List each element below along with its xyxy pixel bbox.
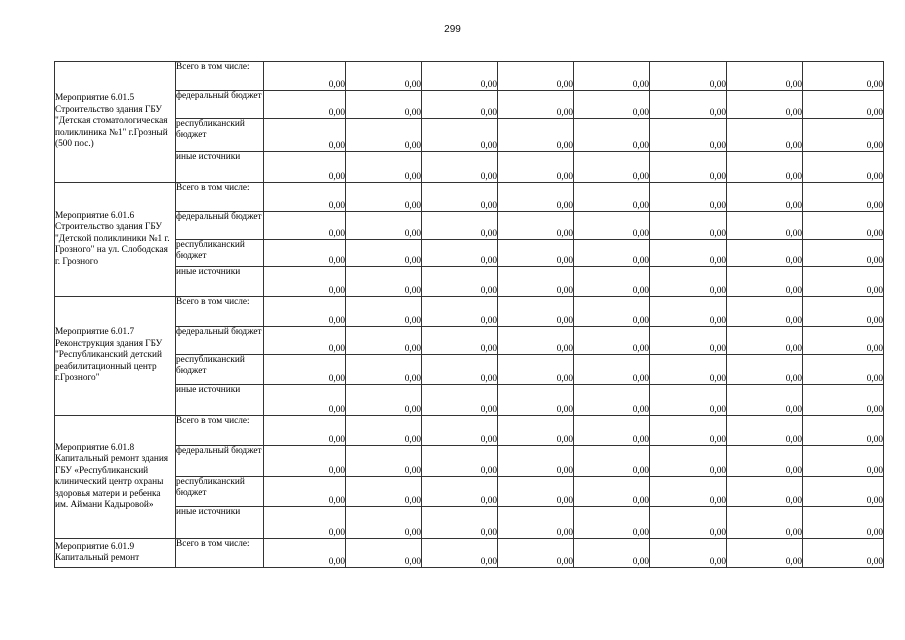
value-cell: 0,00 — [803, 152, 884, 183]
table-row — [55, 119, 884, 152]
value-cell: 0,00 — [264, 62, 346, 91]
table-row — [55, 446, 884, 477]
value-cell: 0,00 — [346, 183, 422, 212]
value-cell: 0,00 — [498, 62, 574, 91]
value-cell: 0,00 — [650, 212, 727, 240]
value-cell: 0,00 — [574, 152, 650, 183]
value-cell: 0,00 — [264, 119, 346, 152]
funding-source-cell: республиканский бюджет — [176, 355, 264, 385]
value-cell: 0,00 — [498, 212, 574, 240]
value-cell: 0,00 — [498, 416, 574, 446]
value-cell: 0,00 — [803, 385, 884, 416]
funding-source-cell: Всего в том числе: — [176, 183, 264, 212]
value-cell: 0,00 — [727, 355, 803, 385]
value-cell: 0,00 — [650, 119, 727, 152]
table-row — [55, 507, 884, 539]
value-cell: 0,00 — [727, 91, 803, 119]
budget-table — [54, 61, 884, 568]
value-cell: 0,00 — [346, 539, 422, 568]
value-cell: 0,00 — [803, 355, 884, 385]
value-cell: 0,00 — [498, 267, 574, 297]
value-cell: 0,00 — [422, 119, 498, 152]
value-cell: 0,00 — [574, 240, 650, 267]
funding-source-cell: республиканский бюджет — [176, 240, 264, 267]
value-cell: 0,00 — [498, 152, 574, 183]
value-cell: 0,00 — [422, 416, 498, 446]
table-row — [55, 416, 884, 446]
value-cell: 0,00 — [346, 240, 422, 267]
value-cell: 0,00 — [422, 446, 498, 477]
funding-source-cell: Всего в том числе: — [176, 539, 264, 568]
funding-source-cell: республиканский бюджет — [176, 119, 264, 152]
value-cell: 0,00 — [346, 119, 422, 152]
value-cell: 0,00 — [803, 212, 884, 240]
event-name-cell: Мероприятие 6.01.8 Капитальный ремонт здания ГБУ «Республиканский клинический центр охраны здоровья матери и ребенка им. Аймани Кадыровой» — [55, 416, 176, 539]
value-cell: 0,00 — [422, 240, 498, 267]
value-cell: 0,00 — [264, 152, 346, 183]
value-cell: 0,00 — [422, 385, 498, 416]
value-cell: 0,00 — [346, 507, 422, 539]
value-cell: 0,00 — [346, 355, 422, 385]
value-cell: 0,00 — [803, 507, 884, 539]
value-cell: 0,00 — [727, 267, 803, 297]
value-cell: 0,00 — [574, 62, 650, 91]
value-cell: 0,00 — [422, 539, 498, 568]
value-cell: 0,00 — [498, 385, 574, 416]
value-cell: 0,00 — [803, 539, 884, 568]
value-cell: 0,00 — [803, 91, 884, 119]
value-cell: 0,00 — [422, 267, 498, 297]
table-row — [55, 152, 884, 183]
value-cell: 0,00 — [650, 507, 727, 539]
value-cell: 0,00 — [803, 267, 884, 297]
value-cell: 0,00 — [803, 327, 884, 355]
table-row — [55, 385, 884, 416]
value-cell: 0,00 — [498, 240, 574, 267]
funding-source-cell: иные источники — [176, 152, 264, 183]
value-cell: 0,00 — [346, 62, 422, 91]
value-cell: 0,00 — [346, 385, 422, 416]
funding-source-cell: федеральный бюджет — [176, 327, 264, 355]
value-cell: 0,00 — [803, 183, 884, 212]
value-cell: 0,00 — [422, 152, 498, 183]
value-cell: 0,00 — [650, 385, 727, 416]
value-cell: 0,00 — [264, 477, 346, 507]
value-cell: 0,00 — [498, 119, 574, 152]
event-name-cell: Мероприятие 6.01.5 Строительство здания ГБУ "Детская стоматологическая поликлиника №1" г.Грозный (500 пос.) — [55, 62, 176, 183]
value-cell: 0,00 — [574, 385, 650, 416]
value-cell: 0,00 — [803, 240, 884, 267]
table-row — [55, 212, 884, 240]
value-cell: 0,00 — [346, 477, 422, 507]
value-cell: 0,00 — [264, 355, 346, 385]
value-cell: 0,00 — [650, 355, 727, 385]
funding-source-cell: Всего в том числе: — [176, 62, 264, 91]
value-cell: 0,00 — [498, 539, 574, 568]
value-cell: 0,00 — [498, 327, 574, 355]
value-cell: 0,00 — [422, 327, 498, 355]
value-cell: 0,00 — [422, 355, 498, 385]
value-cell: 0,00 — [422, 507, 498, 539]
value-cell: 0,00 — [498, 446, 574, 477]
value-cell: 0,00 — [574, 297, 650, 327]
value-cell: 0,00 — [422, 91, 498, 119]
value-cell: 0,00 — [650, 297, 727, 327]
value-cell: 0,00 — [803, 62, 884, 91]
funding-source-cell: Всего в том числе: — [176, 297, 264, 327]
funding-source-cell: федеральный бюджет — [176, 91, 264, 119]
value-cell: 0,00 — [803, 446, 884, 477]
value-cell: 0,00 — [422, 477, 498, 507]
value-cell: 0,00 — [264, 183, 346, 212]
funding-source-cell: иные источники — [176, 507, 264, 539]
value-cell: 0,00 — [650, 267, 727, 297]
value-cell: 0,00 — [264, 267, 346, 297]
table-row — [55, 477, 884, 507]
value-cell: 0,00 — [498, 477, 574, 507]
funding-source-cell: федеральный бюджет — [176, 446, 264, 477]
value-cell: 0,00 — [574, 212, 650, 240]
value-cell: 0,00 — [264, 91, 346, 119]
value-cell: 0,00 — [650, 416, 727, 446]
value-cell: 0,00 — [346, 152, 422, 183]
value-cell: 0,00 — [574, 355, 650, 385]
value-cell: 0,00 — [650, 446, 727, 477]
event-name-cell: Мероприятие 6.01.9 Капитальный ремонт — [55, 539, 176, 568]
value-cell: 0,00 — [803, 119, 884, 152]
value-cell: 0,00 — [574, 539, 650, 568]
value-cell: 0,00 — [574, 91, 650, 119]
value-cell: 0,00 — [346, 297, 422, 327]
table-row — [55, 267, 884, 297]
value-cell: 0,00 — [574, 267, 650, 297]
value-cell: 0,00 — [650, 477, 727, 507]
value-cell: 0,00 — [727, 119, 803, 152]
value-cell: 0,00 — [574, 477, 650, 507]
value-cell: 0,00 — [727, 62, 803, 91]
value-cell: 0,00 — [264, 240, 346, 267]
value-cell: 0,00 — [346, 267, 422, 297]
value-cell: 0,00 — [650, 327, 727, 355]
value-cell: 0,00 — [346, 212, 422, 240]
funding-source-cell: иные источники — [176, 267, 264, 297]
event-name-cell: Мероприятие 6.01.7 Реконструкция здания ГБУ "Республиканский детский реабилитационный центр г.Грозного" — [55, 297, 176, 416]
value-cell: 0,00 — [727, 212, 803, 240]
value-cell: 0,00 — [264, 297, 346, 327]
value-cell: 0,00 — [727, 183, 803, 212]
value-cell: 0,00 — [264, 385, 346, 416]
value-cell: 0,00 — [422, 212, 498, 240]
value-cell: 0,00 — [498, 355, 574, 385]
value-cell: 0,00 — [650, 91, 727, 119]
value-cell: 0,00 — [650, 240, 727, 267]
value-cell: 0,00 — [346, 416, 422, 446]
value-cell: 0,00 — [264, 446, 346, 477]
event-name-cell: Мероприятие 6.01.6 Строительство здания ГБУ "Детской поликлиники №1 г. Грозного" на ул. Слободская г. Грозного — [55, 183, 176, 297]
table-row — [55, 62, 884, 91]
value-cell: 0,00 — [346, 91, 422, 119]
funding-source-cell: иные источники — [176, 385, 264, 416]
value-cell: 0,00 — [574, 416, 650, 446]
value-cell: 0,00 — [727, 507, 803, 539]
funding-source-cell: Всего в том числе: — [176, 416, 264, 446]
value-cell: 0,00 — [264, 539, 346, 568]
value-cell: 0,00 — [650, 183, 727, 212]
funding-source-cell: федеральный бюджет — [176, 212, 264, 240]
table-row — [55, 240, 884, 267]
value-cell: 0,00 — [498, 183, 574, 212]
value-cell: 0,00 — [574, 507, 650, 539]
value-cell: 0,00 — [727, 152, 803, 183]
value-cell: 0,00 — [727, 446, 803, 477]
table-row — [55, 327, 884, 355]
table-body — [55, 62, 884, 568]
value-cell: 0,00 — [727, 477, 803, 507]
table-row — [55, 91, 884, 119]
value-cell: 0,00 — [422, 297, 498, 327]
value-cell: 0,00 — [498, 507, 574, 539]
value-cell: 0,00 — [346, 327, 422, 355]
value-cell: 0,00 — [727, 416, 803, 446]
value-cell: 0,00 — [498, 91, 574, 119]
value-cell: 0,00 — [264, 416, 346, 446]
value-cell: 0,00 — [650, 62, 727, 91]
value-cell: 0,00 — [264, 212, 346, 240]
value-cell: 0,00 — [650, 152, 727, 183]
value-cell: 0,00 — [727, 240, 803, 267]
value-cell: 0,00 — [574, 446, 650, 477]
value-cell: 0,00 — [574, 119, 650, 152]
value-cell: 0,00 — [727, 297, 803, 327]
value-cell: 0,00 — [727, 327, 803, 355]
value-cell: 0,00 — [422, 62, 498, 91]
value-cell: 0,00 — [574, 327, 650, 355]
table-row — [55, 183, 884, 212]
value-cell: 0,00 — [574, 183, 650, 212]
value-cell: 0,00 — [727, 385, 803, 416]
funding-source-cell: республиканский бюджет — [176, 477, 264, 507]
table-row — [55, 355, 884, 385]
page-number: 299 — [444, 24, 461, 35]
value-cell: 0,00 — [346, 446, 422, 477]
value-cell: 0,00 — [264, 507, 346, 539]
value-cell: 0,00 — [727, 539, 803, 568]
value-cell: 0,00 — [803, 477, 884, 507]
value-cell: 0,00 — [264, 327, 346, 355]
value-cell: 0,00 — [498, 297, 574, 327]
table-row — [55, 539, 884, 568]
value-cell: 0,00 — [422, 183, 498, 212]
value-cell: 0,00 — [803, 416, 884, 446]
value-cell: 0,00 — [803, 297, 884, 327]
value-cell: 0,00 — [650, 539, 727, 568]
table-row — [55, 297, 884, 327]
